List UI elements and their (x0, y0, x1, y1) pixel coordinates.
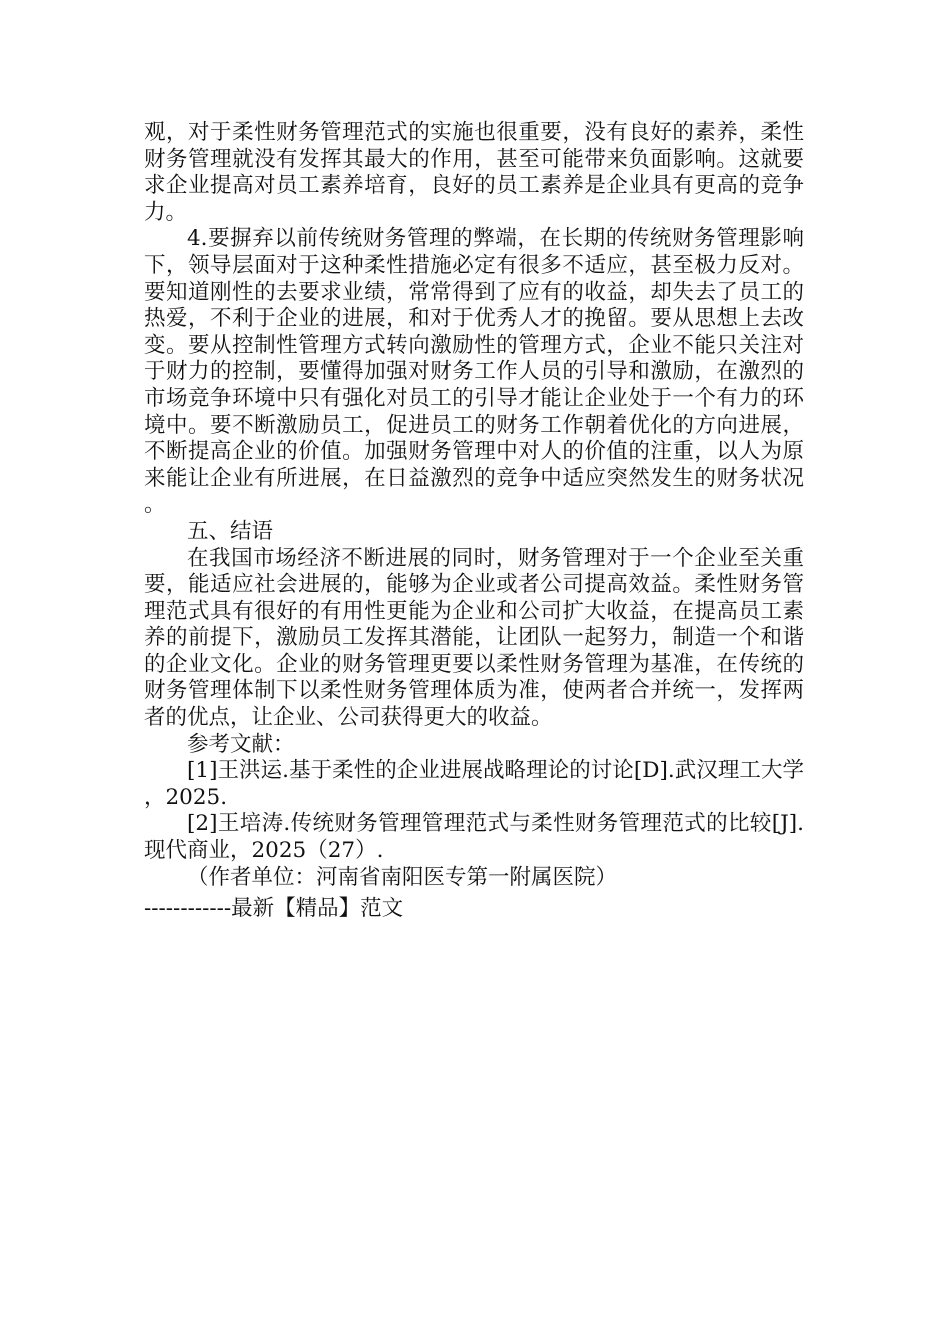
author-affiliation: （作者单位：河南省南阳医专第一附属医院） (187, 864, 618, 890)
body-paragraph-conclusion: 在我国市场经济不断进展的同时，财务管理对于一个企业至关重要，能适应社会进展的，能够为企业或者公司提高效益。柔性财务管理范式具有很好的有用性更能为企业和公司扩大收益，在提高员工素养的前提下，激励员工发挥其潜能，让团队一起努力，制造一个和谐的企业文化。企业的财务管理更要以柔性财务管理为基准，在传统的财务管理体制下以柔性财务管理体质为准，使两者合并统一，发挥两者的优点，让企业、公司获得更大的收益。 (144, 545, 804, 731)
body-text (144, 120, 804, 891)
reference-item-1: [1]王洪运.基于柔性的企业进展战略理论的讨论[D].武汉理工大学，2025. (144, 758, 804, 810)
references-heading: 参考文献： (187, 731, 295, 757)
section-heading-conclusion: 五、结语 (187, 518, 274, 544)
footer-banner: ------------最新【精品】范文 (144, 896, 404, 921)
reference-item-2: [2]王培涛.传统财务管理管理范式与柔性财务管理范式的比较[J].现代商业，2025（27）. (144, 811, 804, 864)
body-paragraph-point-4: 4.要摒弃以前传统财务管理的弊端，在长期的传统财务管理影响下，领导层面对于这种柔性措施必定有很多不适应，甚至极力反对。要知道刚性的去要求业绩，常常得到了应有的收益，却失去了员工的热爱，不利于企业的进展，和对于优秀人才的挽留。要从思想上去改变。要从控制性管理方式转向激励性的管理方式，企业不能只关注对于财力的控制，要懂得加强对财务工作人员的引导和激励，在激烈的市场竞争环境中只有强化对员工的引导才能让企业处于一个有力的环境中。要不断激励员工，促进员工的财务工作朝着优化的方向进展，不断提高企业的价值。加强财务管理中对人的价值的注重，以人为原来能让企业有所进展，在日益激烈的竞争中适应突然发生的财务状况。 (144, 226, 804, 518)
body-paragraph-continuation: 观，对于柔性财务管理范式的实施也很重要，没有良好的素养，柔性财务管理就没有发挥其最大的作用，甚至可能带来负面影响。这就要求企业提高对员工素养培育，良好的员工素养是企业具有更高的竞争力。 (144, 120, 804, 225)
